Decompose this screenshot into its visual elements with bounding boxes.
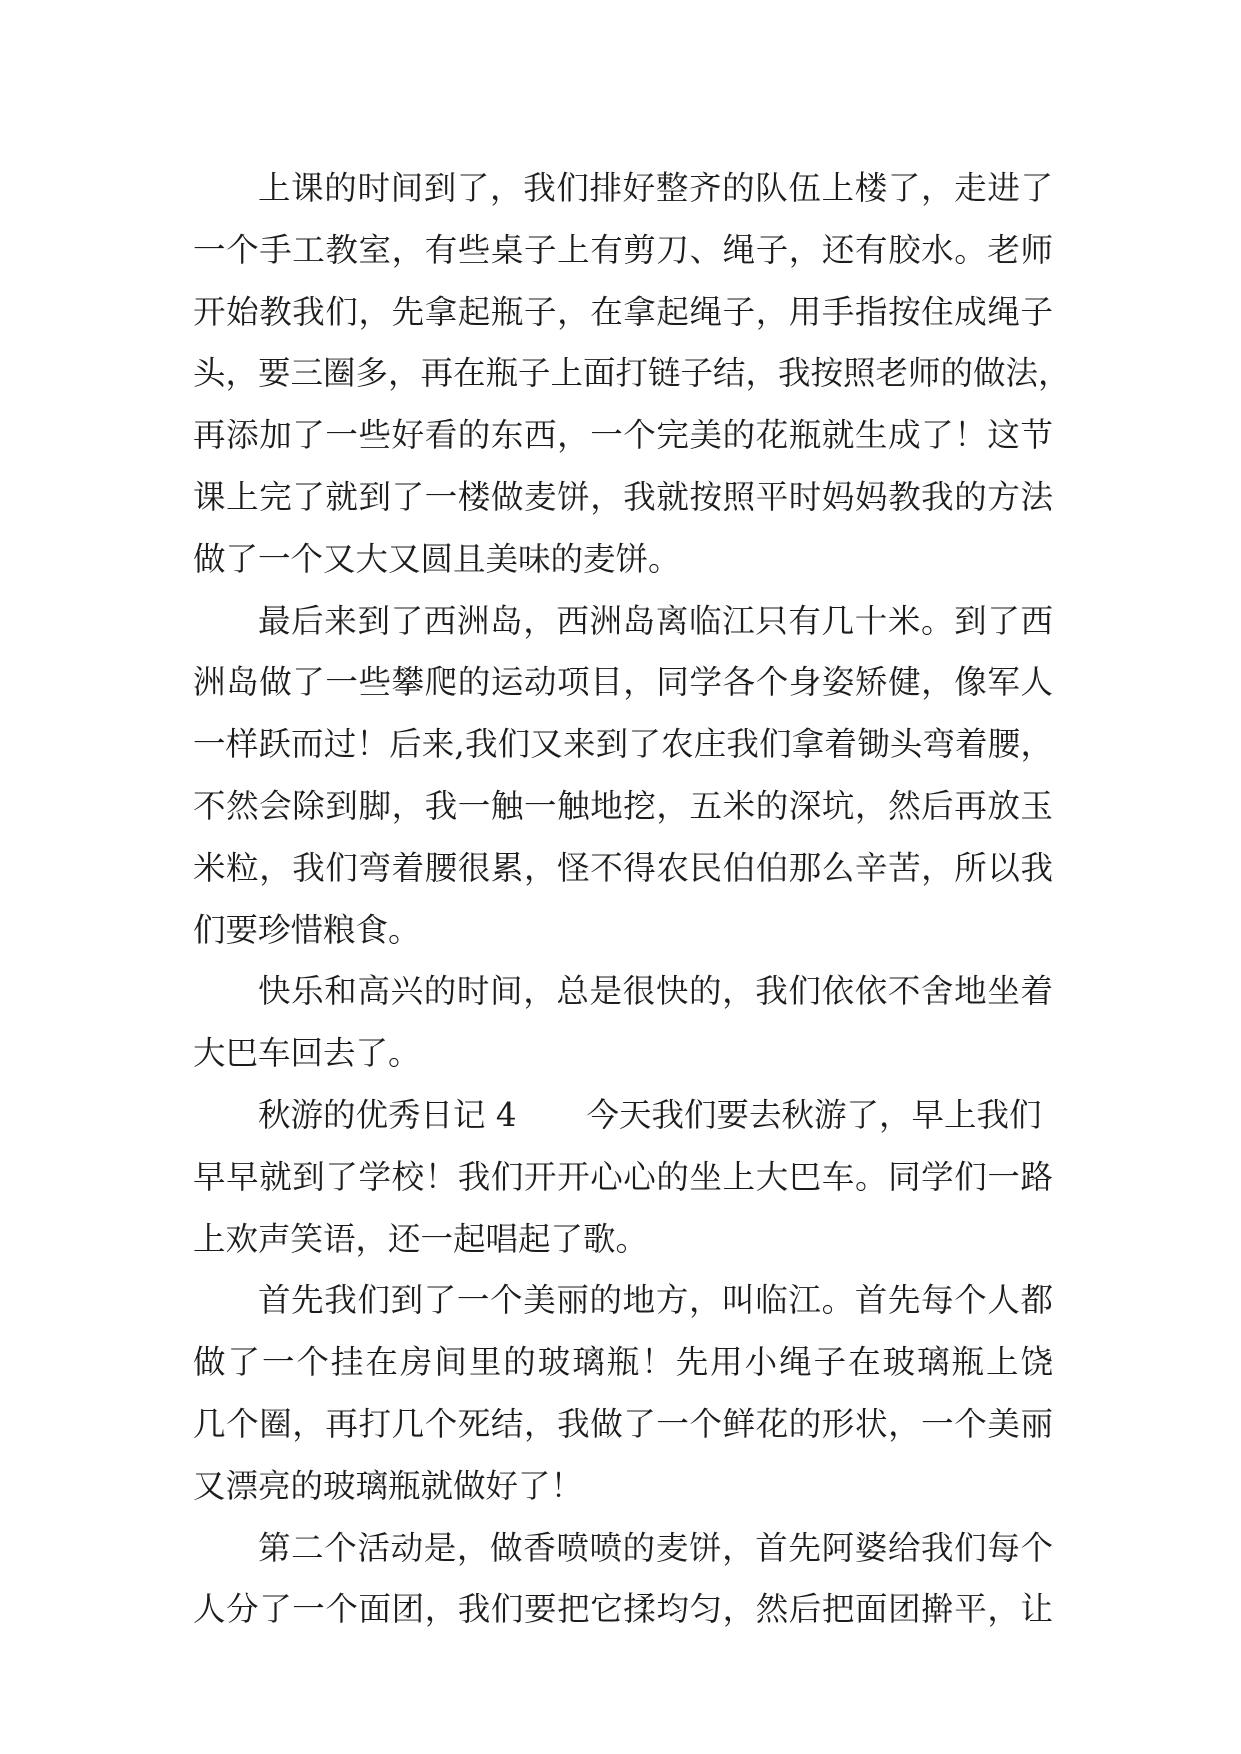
- diary-text: [193, 158, 1071, 1641]
- text-line: 最后来到了西洲岛，西洲岛离临江只有几十米。到了西: [258, 601, 1053, 640]
- text-line: 米粒，我们弯着腰很累，怪不得农民伯伯那么辛苦，所以我: [193, 848, 1053, 887]
- text-line: 大巴车回去了。: [193, 1034, 421, 1073]
- diary-heading-line: [193, 1085, 1053, 1147]
- text-line: 不然会除到脚，我一触一触地挖，五米的深坑，然后再放玉: [193, 786, 1053, 825]
- text-line: 课上完了就到了一楼做麦饼，我就按照平时妈妈教我的方法: [193, 477, 1053, 516]
- text-line: 上欢声笑语，还一起唱起了歌。: [193, 1219, 649, 1258]
- text-line: 再添加了一些好看的东西，一个完美的花瓶就生成了！这节: [193, 416, 1053, 455]
- text-line: 人分了一个面团，我们要把它揉均匀，然后把面团擀平，让: [193, 1590, 1053, 1629]
- text-line: 头，要三圈多，再在瓶子上面打链子结，我按照老师的做法，: [193, 354, 1071, 393]
- text-line: 洲岛做了一些攀爬的运动项目，同学各个身姿矫健，像军人: [193, 663, 1053, 702]
- text-line: 又漂亮的玻璃瓶就做好了！: [193, 1466, 584, 1505]
- diary-title: 秋游的优秀日记 4: [258, 1095, 517, 1134]
- text-line: 做了一个挂在房间里的玻璃瓶！先用小绳子在玻璃瓶上饶: [193, 1343, 1053, 1382]
- text-line: 做了一个又大又圆且美味的麦饼。: [193, 539, 681, 578]
- text-line: 一个手工教室，有些桌子上有剪刀、绳子，还有胶水。老师: [193, 230, 1053, 269]
- text-line: 一样跃而过！后来,我们又来到了农庄我们拿着锄头弯着腰，: [193, 725, 1053, 764]
- text-line: 快乐和高兴的时间，总是很快的，我们依依不舍地坐着: [258, 972, 1053, 1011]
- text-line: 首先我们到了一个美丽的地方，叫临江。首先每个人都: [258, 1281, 1053, 1320]
- text-line: 开始教我们，先拿起瓶子，在拿起绳子，用手指按住成绳子: [193, 292, 1053, 331]
- text-line: 早早就到了学校！我们开开心心的坐上大巴车。同学们一路: [193, 1157, 1053, 1196]
- text-line: 几个圈，再打几个死结，我做了一个鲜花的形状，一个美丽: [193, 1404, 1053, 1443]
- text-line: 第二个活动是，做香喷喷的麦饼，首先阿婆给我们每个: [258, 1528, 1053, 1567]
- text-segment: 今天我们要去秋游了，早上我们: [586, 1095, 1042, 1134]
- text-line: 们要珍惜粮食。: [193, 910, 421, 949]
- text-line: 上课的时间到了，我们排好整齐的队伍上楼了，走进了: [258, 169, 1053, 207]
